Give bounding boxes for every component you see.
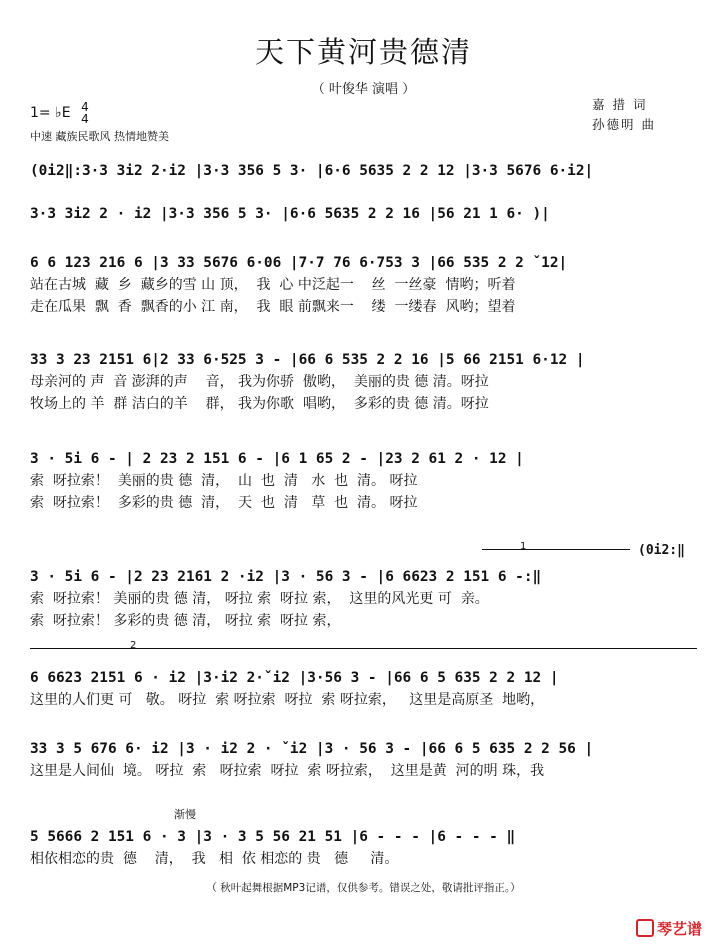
volta-1-bracket bbox=[482, 549, 630, 550]
notation-line: 6 6623 2151 6 · i2 |3·i2 2·ˇi2 |3·56 3 - |66 6 5 635 2 2 12 | bbox=[30, 670, 559, 686]
time-signature-top: 4 bbox=[81, 100, 89, 114]
lyric-verse-2: 牧场上的 羊 群 洁白的羊 群， 我为你歌 唱哟， 多彩的贵 德 清。呀拉 bbox=[30, 396, 489, 412]
lyric-verse-2: 走在瓜果 飘 香 飘香的小 江 南， 我 眼 前飘来一 缕 一缕春 风哟；望着 bbox=[30, 299, 516, 315]
volta-1-label: 1 bbox=[520, 541, 527, 552]
time-signature-bottom: 4 bbox=[81, 112, 89, 126]
lyric-verse-2: 索 呀拉索！ 多彩的贵 德 清， 呀拉 索 呀拉 索， bbox=[30, 613, 341, 629]
lyric-verse-1: 这里的人们更 可 敬。 呀拉 索 呀拉索 呀拉 索 呀拉索， 这里是高原圣 地哟， bbox=[30, 692, 545, 708]
notation-line: 5 5666 2 151 6 · 3 |3 · 3 5 56 21 51 |6 - - - |6 - - - ‖ bbox=[30, 829, 516, 845]
lyric-verse-1: 索 呀拉索！ 美丽的贵 德 清， 山 也 清 水 也 清。 呀拉 bbox=[30, 473, 418, 489]
score-row-4 bbox=[30, 349, 697, 415]
score-row-3 bbox=[30, 252, 697, 318]
lyric-verse-1: 相依相恋的贵 德 清， 我 相 依 相恋的 贵 德 清。 bbox=[30, 851, 399, 867]
transcription-footnote: （ 秋叶起舞根据MP3记谱，仅供参考。错误之处，敬请批评指正。） bbox=[206, 882, 521, 894]
notation-line: 3 · 5i 6 - |2 23 2161 2 ·i2 |3 · 56 3 - |6 6623 2 151 6 -:‖ bbox=[30, 569, 542, 585]
lyric-verse-1: 这里是人间仙 境。 呀拉 索 呀拉索 呀拉 索 呀拉索， 这里是黄 河的明 珠，我 bbox=[30, 763, 545, 779]
notation-line: 3·3 3i2 2 · i2 |3·3 356 5 3· |6·6 5635 2 2 16 |56 21 1 6· )| bbox=[30, 206, 550, 222]
composer-credit: 孙德明 曲 bbox=[592, 117, 656, 132]
score-row-2 bbox=[30, 203, 697, 225]
singer-credit: （ 叶俊华 演唱 ） bbox=[311, 82, 416, 97]
key-signature: 1= ♭E bbox=[30, 105, 71, 121]
tempo-change-marking: 渐慢 bbox=[174, 808, 196, 821]
notation-line: 3 · 5i 6 - | 2 23 2 151 6 - |6 1 65 2 - |23 2 61 2 · 12 | bbox=[30, 451, 524, 467]
notation-line: 33 3 5 676 6· i2 |3 · i2 2 · ˇi2 |3 · 56 3 - |66 6 5 635 2 2 56 | bbox=[30, 741, 594, 757]
lyric-verse-1: 索 呀拉索！ 美丽的贵 德 清， 呀拉 索 呀拉 索， 这里的风光更 可 亲。 bbox=[30, 591, 489, 607]
notation-line: 6 6 123 216 6 |3 33 5676 6·06 |7·7 76 6·753 3 |66 535 2 2 ˇ12| bbox=[30, 255, 568, 271]
score-row-5 bbox=[30, 448, 697, 514]
score-row-8 bbox=[30, 738, 697, 782]
song-title: 天下黄河贵德清 bbox=[254, 35, 472, 69]
lyricist-credit: 嘉 措 词 bbox=[592, 97, 648, 112]
notation-line: (0i2‖:3·3 3i2 2·i2 |3·3 356 5 3· |6·6 5635 2 2 12 |3·3 5676 6·i2| bbox=[30, 163, 594, 179]
score-row-7 bbox=[30, 667, 697, 711]
logo-text: 琴艺谱 bbox=[657, 920, 703, 938]
site-logo[interactable] bbox=[636, 918, 702, 939]
lyric-verse-2: 索 呀拉索！ 多彩的贵 德 清， 天 也 清 草 也 清。 呀拉 bbox=[30, 495, 418, 511]
score-row-9 bbox=[30, 826, 697, 870]
volta-2-label: 2 bbox=[130, 640, 137, 651]
notation-line: 33 3 23 2151 6|2 33 6·525 3 - |66 6 535 2 2 16 |5 66 2151 6·12 | bbox=[30, 352, 585, 368]
lyric-verse-1: 母亲河的 声 音 澎湃的声 音， 我为你骄 傲哟， 美丽的贵 德 清。呀拉 bbox=[30, 374, 489, 390]
repeat-intro: (0i2:‖ bbox=[638, 543, 685, 558]
tempo-marking: 中速 藏族民歌风 热情地赞美 bbox=[30, 130, 169, 143]
lyric-verse-1: 站在古城 藏 乡 藏乡的雪 山 顶， 我 心 中泛起一 丝 一丝豪 情哟；听着 bbox=[30, 277, 516, 293]
score-row-1 bbox=[30, 160, 697, 182]
score-row-6 bbox=[30, 566, 697, 632]
logo-icon bbox=[636, 919, 654, 937]
time-signature bbox=[80, 101, 90, 125]
